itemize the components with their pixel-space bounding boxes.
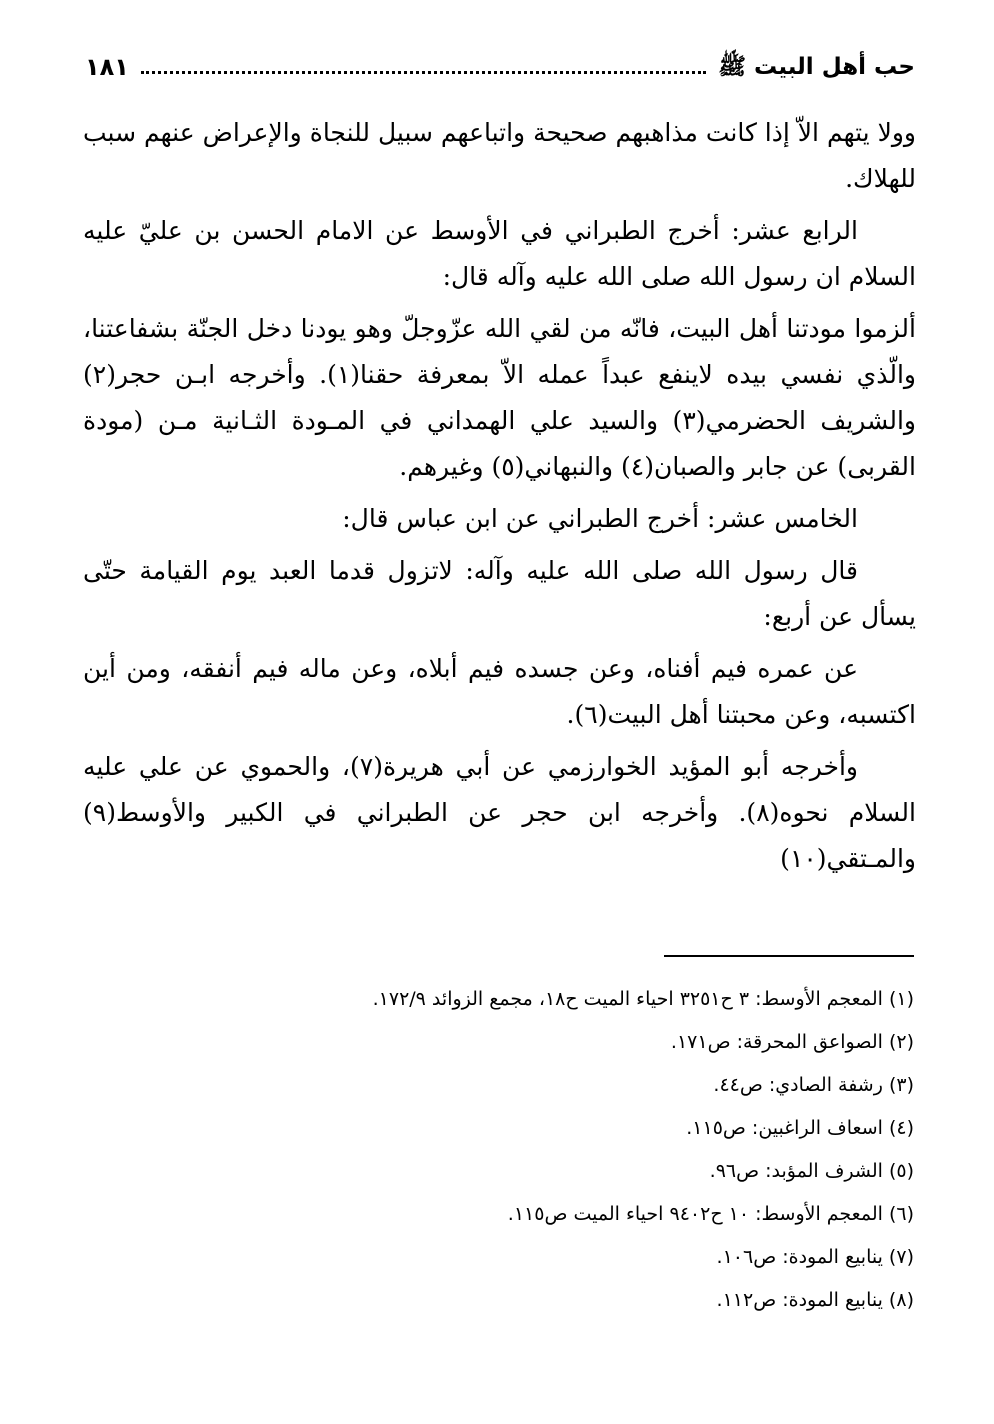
footnote-4: (٤) اسعاف الراغبين: ص١١٥. <box>686 1117 914 1139</box>
footnote-7: (٧) ينابيع المودة: ص١٠٦. <box>716 1246 914 1268</box>
footnote-8: (٨) ينابيع المودة: ص١١٢. <box>716 1289 914 1311</box>
footnote-2: (٢) الصواعق المحرقة: ص١٧١. <box>670 1031 914 1053</box>
footnotes <box>94 978 914 1322</box>
footnote-5: (٥) الشرف المؤبد: ص٩٦. <box>709 1160 914 1182</box>
footnote-3: (٣) رشفة الصادي: ص٤٤. <box>713 1074 914 1096</box>
paragraph-3: ألزموا مودتنا أهل البيت، فانّه من لقي الله عزّوجلّ وهو يودنا دخل الجنّة بشفاعتنا، والّذي نفسي بيده لاينفع عبداً عمله الاّ بمعرفة حقنا(١). وأخرجه ابـن حجر(٢) والشريف الحضرمي(٣) والسيد علي الهمداني في المـودة الثـانية مـن (مودة القربى) عن جابر والصبان(٤) والنبهاني(٥) وغيرهم. <box>83 314 917 481</box>
header-dot-leader <box>141 70 706 74</box>
page-number: ١٨١ <box>85 53 129 81</box>
paragraph-7: وأخرجه أبو المؤيد الخوارزمي عن أبي هريرة(٧)، والحموي عن علي عليه السلام نحوه(٨). وأخرجه ابن حجر عن الطبراني في الكبير والأوسط(٩) والمـتقي(١٠) <box>83 752 916 873</box>
paragraph-5: قال رسول الله صلى الله عليه وآله: لاتزول قدما العبد يوم القيامة حتّى يسأل عن أربع: <box>83 556 916 631</box>
main-text <box>83 110 916 888</box>
footnote-6: (٦) المعجم الأوسط: ١٠ ح٩٤٠٢ احياء الميت ص١١٥. <box>507 1203 914 1225</box>
paragraph-6: عن عمره فيم أفناه، وعن جسده فيم أبلاه، وعن ماله فيم أنفقه، ومن أين اكتسبه، وعن محبتنا أهل البيت(٦). <box>83 654 916 729</box>
footnote-1: (١) المعجم الأوسط: ٣ ح٣٢٥١ احياء الميت ح١٨، مجمع الزوائد ١٧٢/٩. <box>372 988 914 1010</box>
paragraph-2: الرابع عشر: أخرج الطبراني في الأوسط عن الامام الحسن بن عليّ عليه السلام ان رسول الله صلى الله عليه وآله قال: <box>83 216 916 291</box>
footnote-divider <box>664 955 914 957</box>
running-title: حب أهل البيت ﷺ <box>718 54 915 80</box>
paragraph-1: وولا يتهم الاّ إذا كانت مذاهبهم صحيحة واتباعهم سبيل للنجاة والإعراض عنهم سبب للهلاك. <box>83 118 916 193</box>
page-header <box>85 38 915 82</box>
paragraph-4: الخامس عشر: أخرج الطبراني عن ابن عباس قال: <box>342 504 858 533</box>
